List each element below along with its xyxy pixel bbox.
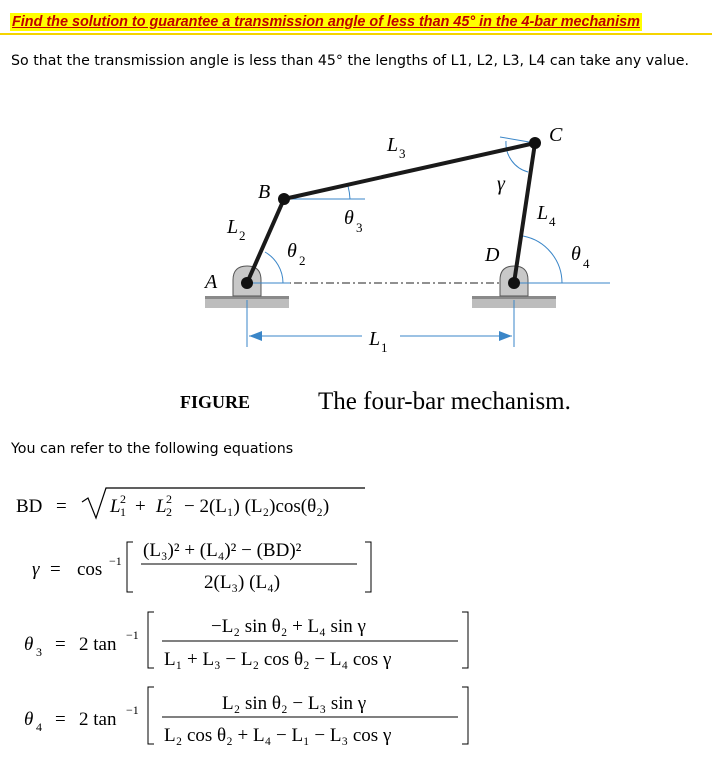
label-theta4: θ xyxy=(571,243,581,265)
joint-B xyxy=(278,193,290,205)
label-L3-sub: 3 xyxy=(399,146,406,161)
eq4-equals: = xyxy=(55,709,66,730)
eq3-right-bracket xyxy=(462,612,468,668)
svg-text:1: 1 xyxy=(120,505,126,519)
eq2-cos: cos xyxy=(77,559,103,580)
eq3-left-bracket xyxy=(148,612,154,668)
title-bar xyxy=(0,0,712,35)
eq3-exp: −1 xyxy=(126,628,139,642)
link-L4 xyxy=(514,143,535,283)
dimension-arrow-left xyxy=(249,331,262,341)
svg-text:2: 2 xyxy=(166,492,172,506)
eq1-equals: = xyxy=(56,496,67,517)
eq4-left-bracket xyxy=(148,687,154,744)
problem-statement: So that the transmission angle is less than 45° the lengths of L1, L2, L3, L4 can take any value. xyxy=(11,53,689,69)
label-L4-sub: 4 xyxy=(549,214,556,229)
svg-text:L: L xyxy=(156,496,167,517)
eq4-two-tan: 2 tan xyxy=(79,709,117,730)
label-L4: L xyxy=(537,202,549,224)
eq2-left-bracket xyxy=(127,542,133,592)
label-theta4-sub: 4 xyxy=(583,256,590,271)
problem-title: Find the solution to guarantee a transmission angle of less than 45° in the 4-bar mechanism xyxy=(12,14,640,30)
eq2-equals: = xyxy=(50,559,61,580)
joint-C xyxy=(529,137,541,149)
figure-caption-text: The four-bar mechanism. xyxy=(318,388,571,415)
label-L1-sub: 1 xyxy=(381,340,388,355)
label-L2-sub: 2 xyxy=(239,228,246,243)
label-L3: L xyxy=(387,134,399,156)
label-B: B xyxy=(258,181,271,203)
label-A: A xyxy=(205,271,218,293)
refer-text: You can refer to the following equations xyxy=(11,441,294,457)
eq3-lhs-sub: 3 xyxy=(36,645,42,659)
eq1-lhs: BD xyxy=(16,496,43,517)
eq2-denominator: 2(L₃) (L₄) xyxy=(204,572,281,593)
label-L1: L xyxy=(369,328,381,350)
svg-text:+: + xyxy=(135,496,146,517)
eq3-denominator: L₁ + L₃ − L₂ cos θ₂ − L₄ cos γ xyxy=(164,649,392,670)
eq1-radicand xyxy=(109,492,172,519)
eq3-equals: = xyxy=(55,634,66,655)
label-L2: L xyxy=(227,216,239,238)
label-theta3: θ xyxy=(344,207,354,229)
four-bar-figure xyxy=(0,100,712,385)
eq2-lhs: γ xyxy=(32,559,40,580)
label-theta3-sub: 3 xyxy=(356,220,363,235)
label-C: C xyxy=(549,124,563,146)
joint-A xyxy=(241,277,253,289)
eq3-lhs: θ xyxy=(24,634,34,655)
eq4-lhs-sub: 4 xyxy=(36,720,42,734)
svg-text:L: L xyxy=(110,496,121,517)
label-D: D xyxy=(485,244,500,266)
theta3-arc xyxy=(348,186,350,199)
label-gamma: γ xyxy=(497,173,505,195)
eq4-denominator: L₂ cos θ₂ + L₄ − L₁ − L₃ cos γ xyxy=(164,725,392,746)
svg-text:2: 2 xyxy=(166,505,172,519)
label-theta2-sub: 2 xyxy=(299,253,306,268)
eq2-exp: −1 xyxy=(109,554,122,568)
figure-caption-label: FIGURE xyxy=(180,392,251,412)
link-L2 xyxy=(247,199,284,283)
eq4-exp: −1 xyxy=(126,703,139,717)
joint-D xyxy=(508,277,520,289)
eq4-numerator: L₂ sin θ₂ − L₃ sin γ xyxy=(222,693,367,714)
theta4-arc xyxy=(523,236,562,283)
eq3-numerator: −L₂ sin θ₂ + L₄ sin γ xyxy=(211,616,366,637)
eq2-numerator: (L₃)² + (L₄)² − (BD)² xyxy=(143,540,302,561)
label-theta2: θ xyxy=(287,240,297,262)
eq4-lhs: θ xyxy=(24,709,34,730)
eq1-rhs-rest: − 2(L₁) (L₂)cos(θ₂) xyxy=(184,496,330,517)
eq2-right-bracket xyxy=(365,542,371,592)
dimension-arrow-right xyxy=(499,331,512,341)
eq4-right-bracket xyxy=(462,687,468,744)
svg-text:2: 2 xyxy=(120,492,126,506)
equations-block xyxy=(0,472,712,772)
eq3-two-tan: 2 tan xyxy=(79,634,117,655)
theta2-arc xyxy=(265,252,283,283)
